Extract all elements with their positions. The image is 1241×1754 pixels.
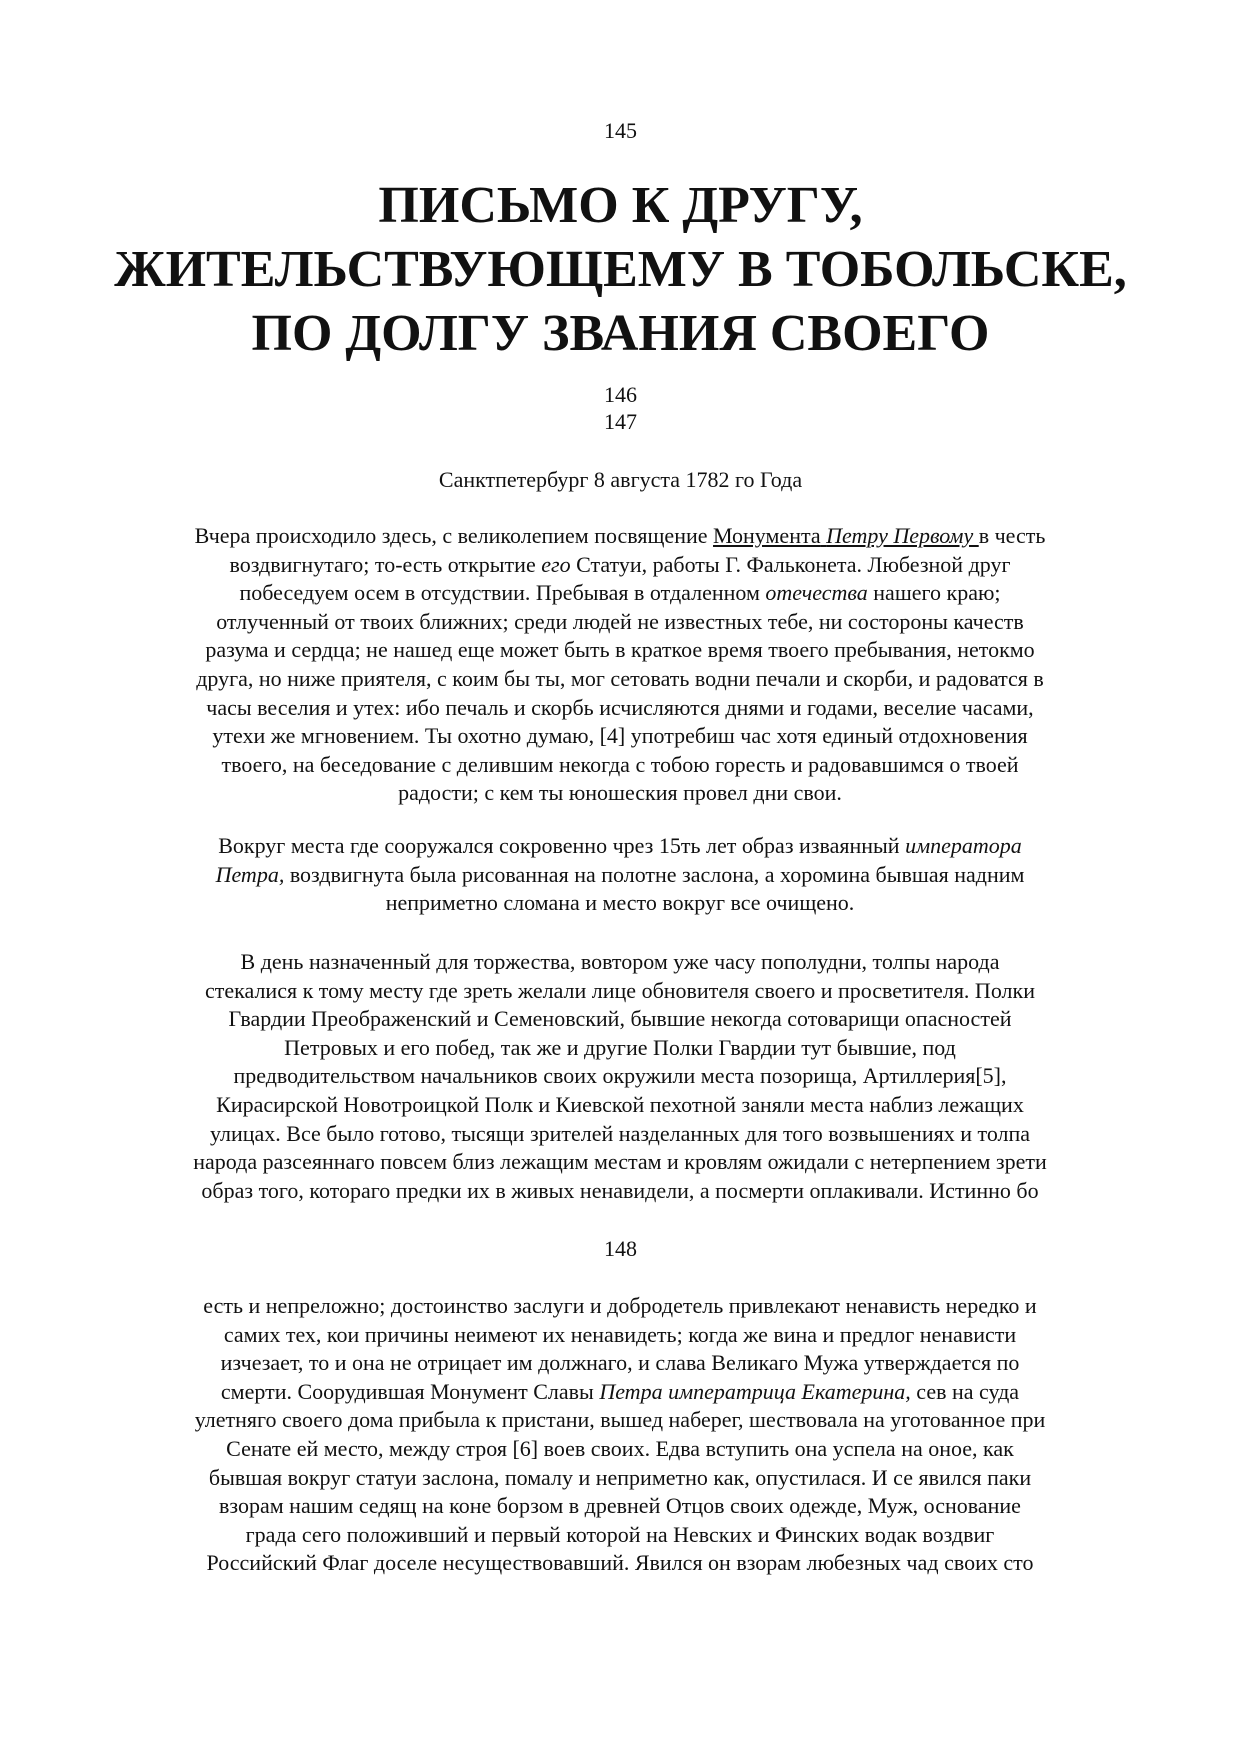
text-line: Кирасирской Новотроицкой Полк и Киевской пехотной заняли места наблиз лежащих xyxy=(216,1091,1024,1117)
text-line: града сего положивший и первый которой на Невских и Финских водак воздвиг xyxy=(245,1521,995,1547)
text-line: Петра, воздвигнута была рисованная на полотне заслона, а хоромина бывшая надним xyxy=(215,861,1025,887)
paragraph-1 xyxy=(160,522,1080,808)
text-line: образ того, котораго предки их в живых ненавидели, а посмерти оплакивали. Истинно бо xyxy=(201,1177,1039,1203)
text-line: отлученный от твоих ближних; среди людей не известных тебе, ни состороны качеств xyxy=(216,608,1024,634)
text-line: стекалися к тому месту где зреть желали лице обновителя своего и просветителя. Полки xyxy=(205,977,1035,1003)
text-line: разума и сердца; не нашед еще может быть в краткое время твоего пребывания, нетокмо xyxy=(205,637,1035,663)
text-line: побеседуем осем в отсудствии. Пребывая в отдаленном отечества нашего краю; xyxy=(239,580,1001,606)
text-line: часы веселия и утех: ибо печаль и скорбь исчисляются днями и годами, веселие часами, xyxy=(206,694,1034,720)
paragraph-4 xyxy=(160,1292,1080,1578)
text-line: Вчера происходило здесь, с великолепием посвящение Монумента Петру Первому в честь xyxy=(194,523,1046,548)
text-line: есть и непреложно; достоинство заслуги и добродетель привлекают ненависть нередко и xyxy=(203,1293,1037,1318)
paragraph-3 xyxy=(160,948,1080,1205)
text-line: народа разсеяннаго повсем близ лежащим местам и кровлям ожидали с нетерпением зрети xyxy=(193,1149,1047,1175)
text-line: Гвардии Преображенский и Семеновский, бывшие некогда сотоварищи опасностей xyxy=(228,1006,1012,1032)
title-line-3: ПО ДОЛГУ ЗВАНИЯ СВОЕГО xyxy=(251,305,990,362)
page-number-146: 146 xyxy=(604,382,637,407)
text-line: В день назначенный для торжества, вовтором уже часу пополудни, толпы народа xyxy=(240,949,1000,974)
text-line: улетняго своего дома прибыла к пристани, вышед наберег, шествовала на уготованное при xyxy=(194,1407,1046,1433)
text-line: воздвигнутаго; то-есть открытие его Статуи, работы Г. Фальконета. Любезной друг xyxy=(229,551,1011,577)
text-line: предводительством начальников своих окружили места позорища, Артиллерия[5], xyxy=(233,1063,1007,1089)
text-line: Петровых и его побед, так же и другие Полки Гвардии тут бывшие, под xyxy=(284,1034,956,1060)
text-line: бывшая вокруг статуи заслона, помалу и неприметно как, опустилася. И се явился паки xyxy=(208,1464,1032,1490)
text-line: Сенате ей место, между строя [6] воев своих. Едва вступить она успела на оное, как xyxy=(226,1435,1014,1461)
text-line: изчезает, то и она не отрицает им должнаго, и слава Великаго Мужа утверждается по xyxy=(220,1350,1020,1376)
page-number-147: 147 xyxy=(604,409,637,434)
text-line: самих тех, кои причины неимеют их ненавидеть; когда же вина и предлог ненависти xyxy=(223,1321,1017,1347)
text-line: неприметно сломана и место вокруг все очищено. xyxy=(385,890,855,916)
text-line: радости; с кем ты юношеския провел дни свои. xyxy=(398,780,842,806)
text-line: улицах. Все было готово, тысящи зрителей назделанных для того возвышениях и толпа xyxy=(209,1120,1031,1146)
monument-link[interactable]: Монумента xyxy=(713,523,821,548)
dateline: Санктпетербург 8 августа 1782 го Года xyxy=(438,467,803,492)
text-line: утехи же мгновением. Ты охотно думаю, [4] употребиш час хотя единый отдохновения xyxy=(212,723,1028,749)
page-title xyxy=(100,174,1141,366)
text-line: друга, но ниже приятеля, с коим бы ты, мог сетовать водни печали и скорби, и радоватся в xyxy=(196,665,1044,691)
title-line-2: ЖИТЕЛЬСТВУЮЩЕМУ В ТОБОЛЬСКЕ, xyxy=(114,241,1127,298)
paragraph-2 xyxy=(160,832,1080,918)
text-line: Российский Флаг доселе несуществовавший. Явился он взорам любезных чад своих сто xyxy=(206,1550,1034,1576)
peter-the-first-link[interactable]: Петру Первому xyxy=(826,523,979,548)
page-number-145: 145 xyxy=(604,118,637,143)
text-line: Вокруг места где сооружался сокровенно чрез 15ть лет образ изваянный императора xyxy=(218,833,1022,858)
text-line: смерти. Соорудившая Монумент Славы Петра императрица Екатерина, сев на суда xyxy=(220,1378,1020,1404)
page-number-148: 148 xyxy=(604,1236,637,1261)
title-line-1: ПИСЬМО К ДРУГУ, xyxy=(378,177,863,234)
text-line: твоего, на беседование с делившим некогда с тобою горесть и радовавшимся о твоей xyxy=(221,751,1019,777)
text-line: взорам нашим седящ на коне борзом в древней Отцов своих одежде, Муж, основание xyxy=(219,1493,1021,1519)
